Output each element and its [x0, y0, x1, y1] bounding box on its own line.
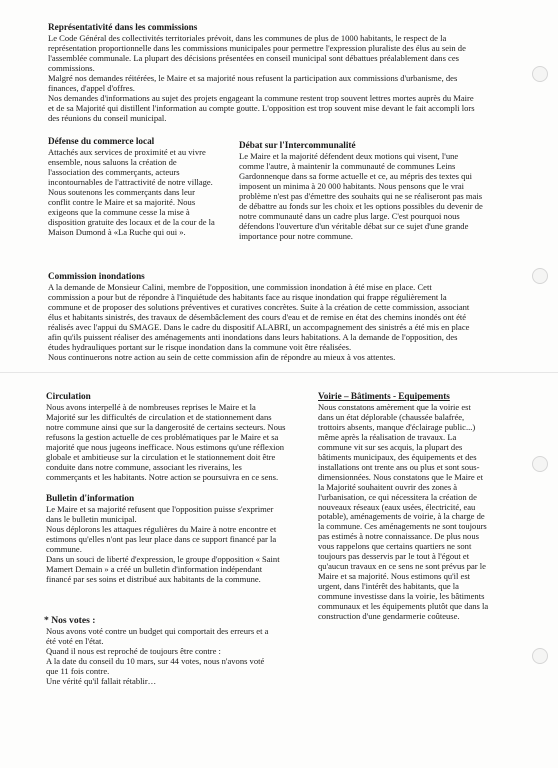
- body-line: trottoirs absents, manque d'éclairage public...): [318, 421, 476, 432]
- body-line: toujours pas desservis par le tout à l'égout et: [318, 551, 470, 562]
- body-line: l'urbanisation, ce qui nécessitera la création de: [318, 491, 477, 502]
- section-body: [318, 403, 514, 622]
- body-line: l'assemblée communale. La plupart des décisions présentées en conseil municipal sont débattues préalablement dans ces: [48, 52, 459, 63]
- body-line: dimensionnées. Nous constatons que le Maire et: [318, 471, 483, 482]
- body-line: la commune. Ces aménagements ne sont toujours: [318, 521, 487, 532]
- body-line: A la demande de Monsieur Calini, membre de l'opposition, une commission inondation à été mise en place. Cett: [48, 282, 432, 292]
- body-line: Quand il nous est reproché de toujours être contre :: [46, 645, 221, 656]
- section-title: Bulletin d'information: [46, 493, 135, 503]
- body-line: Le Maire et sa majorité refusent que l'opposition puisse s'exprimer: [46, 504, 274, 514]
- body-line: commission a pour but de répondre à l'inquiétude des habitants face au risque inondation qui frappe régulièrement la: [48, 291, 447, 302]
- body-line: même après la réalisation de travaux. La: [318, 431, 457, 442]
- section-body: [239, 152, 501, 242]
- section-title: Voirie – Bâtiments - Equipements: [318, 391, 450, 401]
- body-line: communaux et les équipements plutôt que dans la: [318, 601, 489, 612]
- body-line: Maison Dumond à «La Ruche qui oui ».: [48, 226, 186, 237]
- votes-title-text: Nos votes :: [51, 615, 96, 626]
- section-body: [48, 283, 534, 363]
- body-line: Nous soutenons les commerçants dans leur: [48, 186, 195, 197]
- body-line: finances, d'appel d'offres.: [48, 82, 135, 93]
- body-line: Nous avons voté contre un budget qui comportait des erreurs et a: [46, 626, 269, 636]
- body-line: commune et de proposer des solutions préventives et curatives concrètes. Suite à la création de cette commission, associant: [48, 301, 470, 312]
- body-line: et de sa Majorité qui distillent l'information au compte goutte. L'opposition est trop souvent mise devant le fait accompli lors: [48, 102, 475, 113]
- section-body: [46, 403, 308, 483]
- body-line: la Majorité souhaitent ouvrir des zones à: [318, 481, 458, 492]
- body-line: A la date du conseil du 10 mars, sur 44 votes, nous n'avons voté: [46, 655, 265, 666]
- body-line: Attachés aux services de proximité et au vivre: [48, 147, 206, 157]
- body-line: potable), aménagements de voirie, à la charge de: [318, 511, 485, 522]
- body-line: représentation proportionnelle dans les commissions municipales pour permettre l'expression pluraliste des élus au sein de: [48, 42, 466, 53]
- body-line: que 11 fois contre.: [46, 665, 110, 676]
- body-line: dans le bulletin municipal.: [46, 513, 137, 524]
- body-line: Nous avons interpellé à de nombreuses reprises le Maire et la: [46, 402, 256, 412]
- body-line: défendons l'ouverture d'un véritable débat sur ce sujet d'une grande: [239, 220, 469, 231]
- body-line: dans un état déplorable (chaussée balafrée,: [318, 411, 465, 422]
- body-line: problème n'est pas d'émettre des souhaits qui ne se réaliseront pas mais: [239, 190, 483, 201]
- body-line: financé par ses soins et distribué aux habitants de la commune.: [46, 573, 261, 584]
- body-line: incontournables de l'attractivité de notre village.: [48, 176, 213, 187]
- body-line: commissions.: [48, 62, 95, 73]
- body-line: estimons qu'elles n'ont pas leur place dans ce support financé par la: [46, 533, 277, 544]
- body-line: Mamert Demain » a créé un bulletin d'information indépendant: [46, 563, 263, 574]
- section-title: Commission inondations: [48, 271, 145, 281]
- body-line: Le Code Général des collectivités territoriales prévoit, dans les communes de plus de 1000 habitants, le respect de la: [48, 33, 447, 43]
- body-line: exigeons que la commune cesse la mise à: [48, 206, 190, 217]
- body-line: imposent un minima à 20 000 habitants. Nous pensons que le vrai: [239, 180, 465, 191]
- section-body: [48, 148, 248, 238]
- body-line: Nous constatons amèrement que la voirie est: [318, 402, 471, 412]
- body-line: l'association des commerçants, acteurs: [48, 166, 180, 177]
- section-title: Circulation: [46, 391, 91, 401]
- bullet-star-icon: *: [44, 615, 52, 626]
- body-line: refusons la gestion actuelle de ces problématiques par le Maire et sa: [46, 431, 279, 442]
- body-line: globale et ambitieuse sur la circulation et le stationnement doit être: [46, 451, 276, 462]
- body-line: bâtiments municipaux, des équipements et des: [318, 451, 477, 462]
- body-line: importance pour notre commune.: [239, 230, 353, 241]
- body-line: afin qu'ils puissent réaliser des aménagements anti inondations dans leurs habitations. A la demande de l'opposition, des: [48, 331, 458, 342]
- section-title: Représentativité dans les commissions: [48, 22, 198, 32]
- body-line: disposition gratuite des locaux et de la cour de la: [48, 216, 215, 227]
- body-line: Maire et sa majorité. Nous estimons qu'il est: [318, 571, 471, 582]
- body-line: études hydrauliques portant sur le risque inondation dans la commune voit être réalisées.: [48, 341, 352, 352]
- body-line: comme l'autre, à maintenir la communauté de communes Leins: [239, 160, 456, 171]
- body-line: de débattre au fonds sur les choix et les options possibles du devenir de: [239, 200, 483, 211]
- body-line: nouveaux réseaux (eaux usées, électricité, eau: [318, 501, 476, 512]
- section-inondations: [48, 271, 534, 363]
- section-commerce: [48, 136, 248, 238]
- punch-hole: [532, 648, 548, 664]
- body-line: conflit contre le Maire et sa majorité. Nous: [48, 196, 196, 207]
- punch-hole: [532, 66, 548, 82]
- section-title: Défense du commerce local: [48, 136, 155, 146]
- body-line: notre commune ainsi que sur la dangerosité de certains secteurs. Nous: [46, 421, 286, 432]
- body-line: ensemble, nous saluons la création de: [48, 156, 177, 167]
- body-line: Une vérité qu'il fallait rétablir…: [46, 675, 157, 686]
- fold-line: [0, 372, 558, 373]
- body-line: Nous continuerons notre action au sein de cette commission afin de répondre au mieux à vos attentes.: [48, 351, 396, 362]
- body-line: commune vit sur ses acquis, la plupart des: [318, 441, 463, 452]
- body-line: installations ont trente ans ou plus et sont sous-: [318, 461, 480, 472]
- body-line: commune investisse dans la voirie, les bâtiments: [318, 591, 485, 602]
- body-line: qu'aucun travaux en ce sens ne sont prévus par le: [318, 561, 486, 572]
- body-line: élus et habitants sinistrés, des travaux de désembâclement des cours d'eau et de remise en état des chemins inondés ont été: [48, 311, 467, 322]
- section-votes: [44, 615, 306, 687]
- body-line: Nos demandes d'informations au sujet des projets engageant la commune restent trop souvent lettres mortes auprès du Maire: [48, 92, 474, 103]
- body-line: Le Maire et la majorité défendent deux motions qui visent, l'une: [239, 151, 459, 161]
- body-line: Gardonnenque dans sa forme actuelle et ce, au mépris des textes qui: [239, 170, 473, 181]
- body-line: urgent, dans l'intérêt des habitants, que la: [318, 581, 459, 592]
- section-body: [44, 627, 306, 687]
- body-line: Malgré nos demandes réitérées, le Maire et sa majorité nous refusent la participation aux commissions d'urbanisme, des: [48, 72, 458, 83]
- body-line: conduite dans notre commune, associant les riverains, les: [46, 461, 242, 472]
- section-body: [46, 505, 308, 585]
- section-voirie: [318, 391, 514, 622]
- body-line: notre communauté dans un cadre plus large. C'est pourquoi nous: [239, 210, 460, 221]
- body-line: construction d'une gendarmerie coûteuse.: [318, 611, 460, 622]
- body-line: pas estimés à notre connaissance. De plus nous: [318, 531, 479, 542]
- section-circulation: [46, 391, 308, 483]
- body-line: commerçants et les habitants. Notre action se poursuivra en ce sens.: [46, 471, 279, 482]
- section-representativite: [48, 22, 532, 124]
- body-line: été voté en l'état.: [46, 635, 104, 646]
- body-line: des réunions du conseil municipal.: [48, 112, 167, 123]
- body-line: majorité que nous jugeons inefficace. Nous estimons qu'une réflexion: [46, 441, 285, 452]
- section-intercommunalite: [239, 140, 501, 242]
- body-line: commune.: [46, 543, 82, 554]
- section-title: Débat sur l'Intercommunalité: [239, 140, 356, 150]
- body-line: Nous déplorons les attaques régulières du Maire à notre encontre et: [46, 523, 277, 534]
- body-line: réalisés avec l'appui du SMAGE. Dans le cadre du dispositif ALABRI, un accompagnement des sinistrés a été mis en place: [48, 321, 470, 332]
- section-body: [48, 34, 532, 124]
- body-line: vous rappelons que certains quartiers ne sont: [318, 541, 472, 552]
- body-line: Majorité sur les difficultés de circulation et de stationnement dans: [46, 411, 272, 422]
- section-bulletin: [46, 493, 308, 585]
- punch-hole: [532, 456, 548, 472]
- body-line: Dans un souci de liberté d'expression, le groupe d'opposition « Saint: [46, 553, 280, 564]
- punch-hole: [532, 268, 548, 284]
- section-title: [44, 615, 306, 626]
